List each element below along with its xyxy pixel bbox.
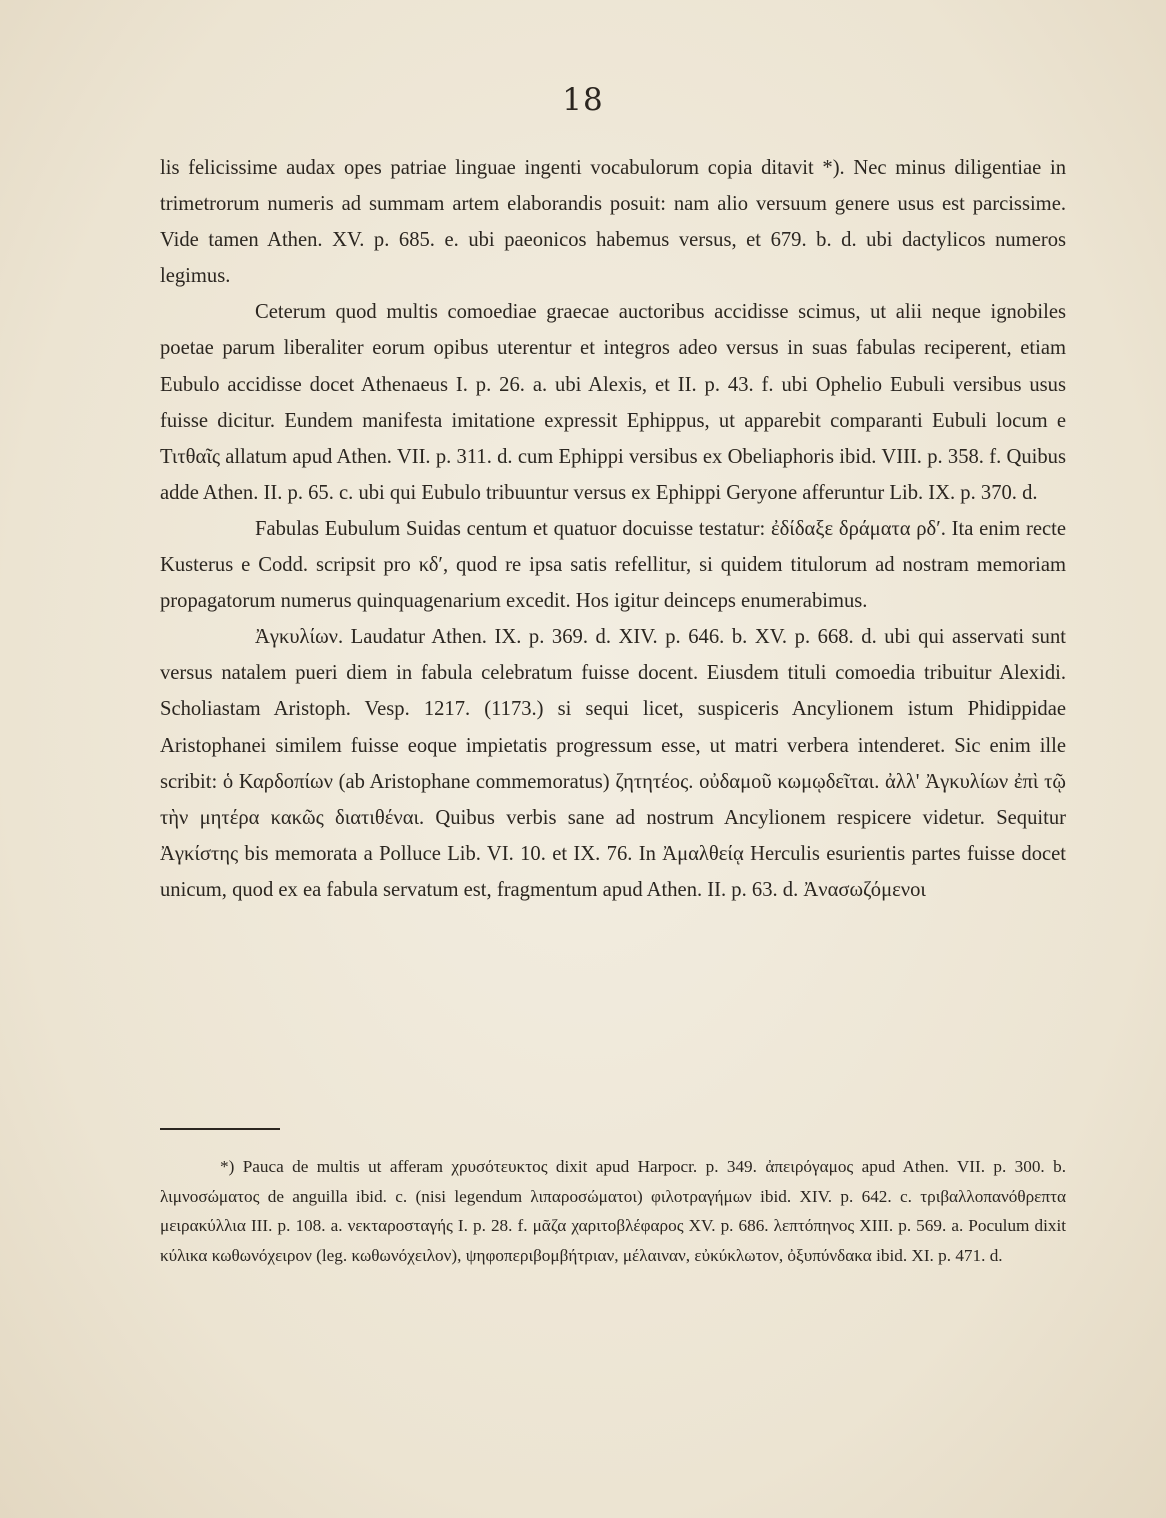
paragraph-3: Fabulas Eubulum Suidas centum et quatuor docuisse testatur: ἐδίδαξε δράματα ρδʹ. Ita enim recte Kusterus e Codd. scripsit pro κδʹ, quod re ipsa satis refellitur, si quidem titulorum ad nostram memoriam propagatorum numerus quinquagenarium excedit. Hos igitur deinceps enumerabimus. [160, 517, 1066, 613]
main-text [160, 150, 1066, 908]
footnote-separator [160, 1128, 280, 1130]
footnotes [160, 1152, 1066, 1270]
paragraph-1: lis felicissime audax opes patriae linguae ingenti vocabulorum copia ditavit *). Nec minus diligentiae in trimetrorum numeris ad summam artem elaborandis posuit: nam alio versuum genere usus est parcissime. Vide tamen Athen. XV. p. 685. e. ubi paeonicos habemus versus, et 679. b. d. ubi dactylicos numeros legimus. [160, 157, 1066, 288]
paragraph-2: Ceterum quod multis comoediae graecae auctoribus accidisse scimus, ut alii neque ignobiles poetae parum liberaliter eorum opibus uterentur et integros adeo versus in suas fabulas reciperent, etiam Eubulo accidisse docet Athenaeus I. p. 26. a. ubi Alexis, et II. p. 43. f. ubi Ophelio Eubuli versibus usus fuisse dicitur. Eundem manifesta imitatione expressit Ephippus, ut apparebit comparanti Eubuli locum e Τιτθαῖς allatum apud Athen. VII. p. 311. d. cum Ephippi versibus ex Obeliaphoris ibid. VIII. p. 358. f. Quibus adde Athen. II. p. 65. c. ubi qui Eubulo tribuuntur versus ex Ephippi Geryone afferuntur Lib. IX. p. 370. d. [160, 301, 1066, 504]
footnote: *) Pauca de multis ut afferam χρυσότευκτος dixit apud Harpocr. p. 349. ἀπειρόγαμος apud Athen. VII. p. 300. b. λιμνοσώματος de anguilla ibid. c. (nisi legendum λιπαροσώματοι) φιλοτραγήμων ibid. XIV. p. 642. c. τριβαλλοπανόθρεπτα μειρακύλλια III. p. 108. a. νεκταροσταγής I. p. 28. f. μᾶζα χαριτοβλέφαρος XV. p. 686. λεπτόπηνος XIII. p. 569. a. Poculum dixit κύλικα κωθωνόχειρον (leg. κωθωνόχειλον), ψηφοπεριβομβήτριαν, μέλαιναν, εὐκύκλωτον, ὀξυπύνδακα ibid. XI. p. 471. d. [160, 1157, 1066, 1265]
page-number: 18 [562, 82, 604, 118]
paragraph-4: Ἀγκυλίων. Laudatur Athen. IX. p. 369. d. XIV. p. 646. b. XV. p. 668. d. ubi qui asservati sunt versus natalem pueri diem in fabula celebratum fuisse docent. Eiusdem tituli comoedia tribuitur Alexidi. Scholiastam Aristoph. Vesp. 1217. (1173.) si sequi licet, suspiceris Ancylionem istum Phidippidae Aristophanei similem fuisse eoque impietatis progressum esse, ut matri verbera intenderet. Sic enim ille scribit: ὁ Καρδοπίων (ab Aristophane commemoratus) ζητητέος. οὐδαμοῦ κωμῳδεῖται. ἀλλ' Ἀγκυλίων ἐπὶ τῷ τὴν μητέρα κακῶς διατιθέναι. Quibus verbis sane ad nostrum Ancylionem respicere videtur. Sequitur Ἀγκίστης bis memorata a Polluce Lib. VI. 10. et IX. 76. In Ἀμαλθείᾳ Herculis esurientis partes fuisse docet unicum, quod ex ea fabula servatum est, fragmentum apud Athen. II. p. 63. d. Ἀνασωζόμενοι [160, 626, 1066, 901]
